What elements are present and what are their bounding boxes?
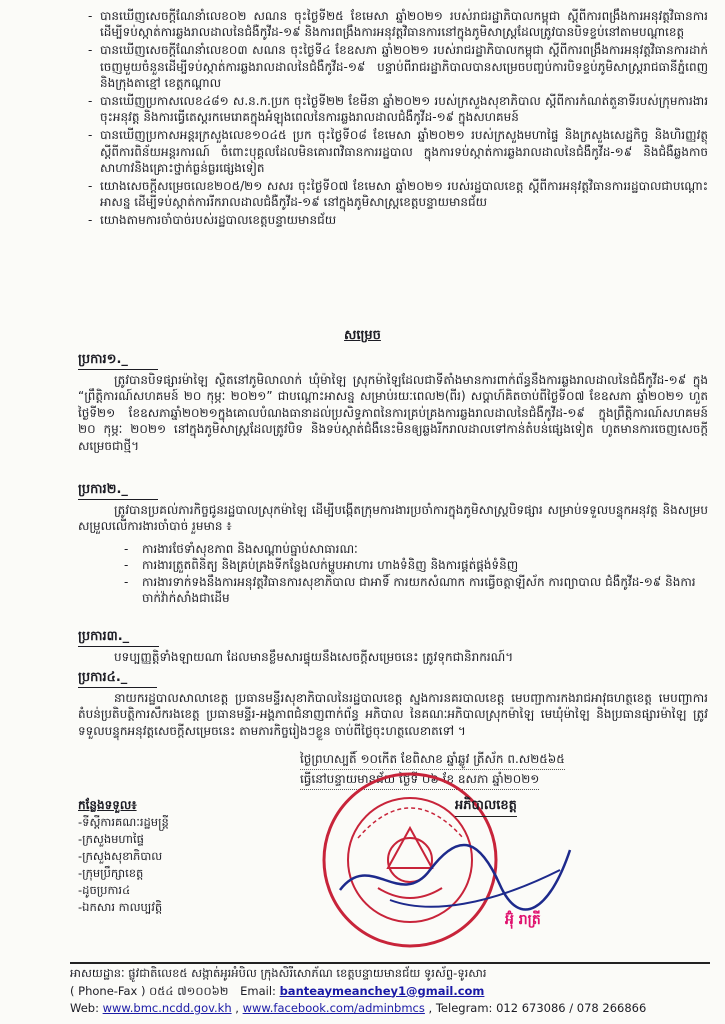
article-body: ត្រូវបានប្រគល់ភារកិច្ចជូនរដ្ឋបាលស្រុកម៉ាឡៃ ដើម្បីបង្កើតក្រុមការងារប្រចាំការក្នុងភូមិសាស្ត្របិទផ្សារ សម្រាប់ទទួលបន្ទុកអនុវត្ត និងសម្របសម្រួលលើការងារចាំបាច់ រួមមាន ៖: [78, 503, 708, 534]
sublist-item-text: ការងារត្រួតពិនិត្យ និងគ្រប់គ្រងទីកន្លែងលក់ម្ហូបអាហារ ហាងទំនិញ និងការផ្គត់ផ្គង់ទំនិញ: [142, 558, 519, 573]
footer-address: អាសយដ្ឋានៈ ផ្លូវជាតិលេខ៥ សង្កាត់អូរអំបិល ក្រុងសិរីសោភ័ណ ខេត្តបន្ទាយមានជ័យ ទូរស័ព្ទ-ទូរសារ: [70, 966, 487, 980]
lunar-date: ថ្ងៃព្រហស្បតិ៍ ១០កើត ខែពិសាខ ឆ្នាំឆ្លូវ ត្រីស័ក ព.ស២៥៦៥: [300, 750, 565, 770]
footer-email-link[interactable]: banteaymeanchey1@gmail.com: [279, 983, 485, 998]
recipient-item: -ក្រសួងមហាផ្ទៃ: [78, 832, 144, 846]
footer-web-line: Web: www.bmc.ncdd.gov.kh , www.facebook.com/adminbmcs , Telegram: 012 673086 / 078 266866: [70, 1001, 647, 1015]
governor-title: អភិបាលខេត្ត: [455, 797, 517, 817]
footer-telegram: Telegram: 012 673086 / 078 266866: [435, 1001, 647, 1015]
article-2: [78, 478, 708, 606]
preamble-list: [78, 8, 708, 231]
preamble-item: - បានឃើញប្រកាសអន្តរក្រសួងលេខ១០៤៥ ប្រក ចុះថ្ងៃទី០៨ ខែមេសា ឆ្នាំ២០២១ របស់ក្រសួងមហាផ្ទៃ និងក្រសួងសេដ្ឋកិច្ច និងហិរញ្ញវត្ថុ ស្តីពីការពិន័យអន្តរការណ៍ ចំពោះបុគ្គលដែលមិនគោរពវិធានការរដ្ឋបាល ក្នុងការទប់ស្កាត់ការឆ្លងរាលដាលនៃជំងឺកូវីដ-១៩ និងជំងឺឆ្លងកាចសាហាវនិងគ្រោះថ្នាក់ធ្ងន់ធ្ងរផ្សេងទៀត: [88, 128, 708, 175]
footer-web-link[interactable]: www.bmc.ncdd.gov.kh: [102, 1001, 232, 1015]
preamble-item-text: បានឃើញសេចក្តីណែនាំលេខ០៣ សណន ចុះថ្ងៃទី៤ ខែឧសភា ឆ្នាំ២០២១ របស់រាជរដ្ឋាភិបាលកម្ពុជា ស្តីពីការពង្រឹងការអនុវត្តវិធានការដាក់ចេញមួយចំនួនដើម្បីទប់ស្កាត់ការឆ្លងរាលដាលនៃជំងឺកូវីដ-១៩ បន្ទាប់ពីរាជរដ្ឋាភិបាលបានសម្រេចបញ្ចប់ការបិទខ្ទប់ភូមិសាស្ត្ររាជធានីភ្នំពេញ និងក្រុងតាខ្មៅ ខេត្តកណ្តាល: [100, 43, 708, 90]
sublist-item-text: ការងារថែទាំសុខភាព និងសណ្តាប់ធ្នាប់សាធារណៈ: [142, 541, 358, 556]
article-heading: ប្រការ១._: [78, 351, 158, 370]
solar-date: ធ្វើនៅបន្ទាយមានជ័យ ថ្ងៃទី ០៦ ខែ ឧសភា ឆ្នាំ២០២១: [300, 770, 539, 790]
preamble-item: - យោងសេចក្តីសម្រេចលេខ២០៥/២១ សសរ ចុះថ្ងៃទី០៧ ខែមេសា ឆ្នាំ២០២១ របស់រដ្ឋបាលខេត្ត ស្តីពីការអនុវត្តវិធានការរដ្ឋបាលជាបណ្តោះអាសន្ន ដើម្បីទប់ស្កាត់ការរីករាលដាលជំងឺកូវីដ-១៩ នៅក្នុងភូមិសាស្ត្រខេត្តបន្ទាយមានជ័យ: [88, 179, 708, 210]
preamble-item: - បានឃើញសេចក្តីណែនាំលេខ០២ សណន ចុះថ្ងៃទី២៥ ខែមេសា ឆ្នាំ២០២១ របស់រាជរដ្ឋាភិបាលកម្ពុជា ស្តីពីការពង្រឹងការអនុវត្តវិធានការដើម្បីទប់ស្កាត់ការឆ្លងរាលដាលនៃជំងឺកូវីដ-១៩ និងការពង្រឹងការអនុវត្តវិធានការនៅក្នុងភូមិសាស្ត្រដែលត្រូវបានបិទខ្ទប់នៅតាមបណ្តាខេត្ត: [88, 9, 708, 40]
article-1: [78, 348, 708, 454]
preamble-item-text: បានឃើញប្រកាសអន្តរក្រសួងលេខ១០៤៥ ប្រក ចុះថ្ងៃទី០៨ ខែមេសា ឆ្នាំ២០២១ របស់ក្រសួងមហាផ្ទៃ និងក្រសួងសេដ្ឋកិច្ច និងហិរញ្ញវត្ថុ ស្តីពីការពិន័យអន្តរការណ៍ ចំពោះបុគ្គលដែលមិនគោរពវិធានការរដ្ឋបាល ក្នុងការទប់ស្កាត់ការឆ្លងរាលដាលនៃជំងឺកូវីដ-១៩ និងជំងឺឆ្លងកាចសាហាវនិងគ្រោះថ្នាក់ធ្ងន់ធ្ងរផ្សេងទៀត: [100, 128, 708, 175]
preamble-item-text: បានឃើញប្រកាសលេខ៤៨១ ស.ន.ក.ប្រក ចុះថ្ងៃទី២២ ខែមីនា ឆ្នាំ២០២១ របស់ក្រសួងសុខាភិបាល ស្តីពីការកំណត់តួនាទីរបស់ក្រុមការងារចុះអនុវត្ត និងការធ្វើតេស្តរកមេរោគក្នុងអំឡុងពេលនៃការឆ្លងរាលដាលជំងឺកូវីដ-១៩ ក្នុងសហគមន៍: [100, 94, 708, 125]
sublist-item: - ការងារត្រួតពិនិត្យ និងគ្រប់គ្រងទីកន្លែងលក់ម្ហូបអាហារ ហាងទំនិញ និងការផ្គត់ផ្គង់ទំនិញ: [124, 558, 519, 573]
footer-facebook-link[interactable]: www.facebook.com/adminbmcs: [242, 1001, 425, 1015]
article-2-sublist: [124, 541, 708, 607]
recipient-item: -ដូចប្រការ៤: [78, 883, 131, 897]
article-body: នាយករដ្ឋបាលសាលាខេត្ត ប្រធានមន្ទីរសុខាភិបាលនៃរដ្ឋបាលខេត្ត ស្នងការនគរបាលខេត្ត មេបញ្ជាការកងរាជអាវុធហត្ថខេត្ត មេបញ្ជាការតំបន់ប្រតិបត្តិការសឹករងខេត្ត ប្រធានមន្ទីរ-អង្គភាពជំនាញពាក់ព័ន្ធ អភិបាល នៃគណៈអភិបាលស្រុកម៉ាឡៃ មេឃុំម៉ាឡៃ និងប្រធានផ្សារម៉ាឡៃ ត្រូវទទួលបន្ទុកអនុវត្តសេចក្តីសម្រេចនេះ តាមភារកិច្ចរៀងៗខ្លួន ចាប់ពីថ្ងៃចុះហត្ថលេខាតទៅ ។: [78, 691, 708, 738]
footer-phone: ( Phone-Fax ) ០៥៤ ៧១០០៦២: [70, 983, 229, 998]
sublist-item: - ការងារទាក់ទងនឹងការអនុវត្តវិធានការសុខាភិបាល ជាអាទិ៍ ការយកសំណាក ការធ្វើចត្តាឡីស័ក ការព្យាបាល ជំងឺកូវីដ-១៩ និងការចាក់វ៉ាក់សាំងជាដើម: [124, 574, 708, 607]
article-heading: ប្រការ២._: [78, 481, 158, 500]
recipient-item: -ក្រសួងសុខាភិបាល: [78, 849, 163, 863]
article-body: ត្រូវបានបិទផ្សារម៉ាឡៃ ស្ថិតនៅភូមិលាលាក់ ឃុំម៉ាឡៃ ស្រុកម៉ាឡៃដែលជាទីតាំងមានការពាក់ព័ន្ធនឹងការឆ្លងរាលដាលនៃជំងឺកូវីដ-១៩ ក្នុង “ព្រឹត្តិការណ៍សហគមន៍ ២០ កុម្ភៈ ២០២១” ជាបណ្តោះអាសន្ន សម្រាប់រយៈពេល២(ពីរ) សប្តាហ៍គិតចាប់ពីថ្ងៃទី០៧ ខែឧសភា ឆ្នាំ២០២១ ហួតថ្ងៃទី២១ ខែឧសភាឆ្នាំ២០២១ក្នុងគោលបំណងធានាដល់ប្រសិទ្ធភាពនៃការគ្រប់គ្រងការឆ្លងរាលដាលនៃជំងឺកូវីដ-១៩ ក្នុងព្រឹត្តិការណ៍សហគមន៍ ២០ កុម្ភៈ ២០២១ នៅក្នុងភូមិសាស្ត្រដែលត្រូវបិទ និងទប់ស្កាត់ជំងឺនេះមិនឲ្យឆ្លងរីករាលដាលទៅកាន់តំបន់ផ្សេងទៀត ហូតមានការចេញសេចក្តីសម្រេចជាថ្មី។: [78, 373, 708, 453]
recipients-block: [78, 797, 278, 916]
signer-name: អ៊ុំ រាត្រី: [505, 912, 541, 928]
article-heading: ប្រការ៤._: [78, 669, 157, 688]
handwritten-signature: [330, 830, 580, 920]
article-body: បទប្បញ្ញត្តិទាំងឡាយណា ដែលមានខ្លឹមសារផ្ទុយនឹងសេចក្តីសម្រេចនេះ ត្រូវទុកជានិរាករណ៍។: [114, 650, 514, 664]
footer: [70, 965, 720, 1018]
recipient-item: -ឯកសារ កាលប្បវត្តិ: [78, 900, 163, 914]
preamble-item: - យោងតាមការចាំបាច់របស់រដ្ឋបាលខេត្តបន្ទាយមានជ័យ: [78, 212, 708, 228]
recipient-item: -ក្រុមប្រឹក្សាខេត្ត: [78, 866, 144, 880]
footer-web-label: Web:: [70, 1001, 99, 1015]
article-4: [78, 666, 708, 739]
preamble-item-text: បានឃើញសេចក្តីណែនាំលេខ០២ សណន ចុះថ្ងៃទី២៥ ខែមេសា ឆ្នាំ២០២១ របស់រាជរដ្ឋាភិបាលកម្ពុជា ស្តីពីការពង្រឹងការអនុវត្តវិធានការដើម្បីទប់ស្កាត់ការឆ្លងរាលដាលនៃជំងឺកូវីដ-១៩ និងការពង្រឹងការអនុវត្តវិធានការនៅក្នុងភូមិសាស្ត្រដែលត្រូវបានបិទខ្ទប់នៅតាមបណ្តាខេត្ត: [100, 9, 708, 40]
footer-email-label: Email:: [240, 983, 276, 998]
article-3: [78, 625, 708, 665]
footer-divider: [70, 962, 710, 964]
article-heading: ប្រការ៣._: [78, 628, 159, 647]
sublist-item: - ការងារថែទាំសុខភាព និងសណ្តាប់ធ្នាប់សាធារណៈ: [124, 541, 358, 556]
recipients-heading: កន្លែងទទួល៖: [78, 798, 137, 812]
preamble-item-text: យោងតាមការចាំបាច់របស់រដ្ឋបាលខេត្តបន្ទាយមានជ័យ: [100, 213, 337, 228]
preamble-item-text: យោងសេចក្តីសម្រេចលេខ២០៥/២១ សសរ ចុះថ្ងៃទី០៧ ខែមេសា ឆ្នាំ២០២១ របស់រដ្ឋបាលខេត្ត ស្តីពីការអនុវត្តវិធានការរដ្ឋបាលជាបណ្តោះអាសន្ន ដើម្បីទប់ស្កាត់ការរីករាលដាលជំងឺកូវីដ-១៩ នៅក្នុងភូមិសាស្ត្រខេត្តបន្ទាយមានជ័យ: [100, 179, 708, 210]
preamble-item: - បានឃើញសេចក្តីណែនាំលេខ០៣ សណន ចុះថ្ងៃទី៤ ខែឧសភា ឆ្នាំ២០២១ របស់រាជរដ្ឋាភិបាលកម្ពុជា ស្តីពីការពង្រឹងការអនុវត្តវិធានការដាក់ចេញមួយចំនួនដើម្បីទប់ស្កាត់ការឆ្លងរាលដាលនៃជំងឺកូវីដ-១៩ បន្ទាប់ពីរាជរដ្ឋាភិបាលបានសម្រេចបញ្ចប់ការបិទខ្ទប់ភូមិសាស្ត្ររាជធានីភ្នំពេញ និងក្រុងតាខ្មៅ ខេត្តកណ្តាល: [88, 43, 708, 90]
recipient-item: -ទីស្តីការគណៈរដ្ឋមន្ត្រី: [78, 815, 169, 829]
decision-heading: សម្រេច: [344, 328, 381, 343]
footer-contact-line: [70, 983, 720, 1001]
sublist-item-text: ការងារទាក់ទងនឹងការអនុវត្តវិធានការសុខាភិបាល ជាអាទិ៍ ការយកសំណាក ការធ្វើចត្តាឡីស័ក ការព្យាបាល ជំងឺកូវីដ-១៩ និងការចាក់វ៉ាក់សាំងជាដើម: [142, 574, 696, 606]
preamble-item: - បានឃើញប្រកាសលេខ៤៨១ ស.ន.ក.ប្រក ចុះថ្ងៃទី២២ ខែមីនា ឆ្នាំ២០២១ របស់ក្រសួងសុខាភិបាល ស្តីពីការកំណត់តួនាទីរបស់ក្រុមការងារចុះអនុវត្ត និងការធ្វើតេស្តរកមេរោគក្នុងអំឡុងពេលនៃការឆ្លងរាលដាលជំងឺកូវីដ-១៩ ក្នុងសហគមន៍: [88, 94, 708, 125]
